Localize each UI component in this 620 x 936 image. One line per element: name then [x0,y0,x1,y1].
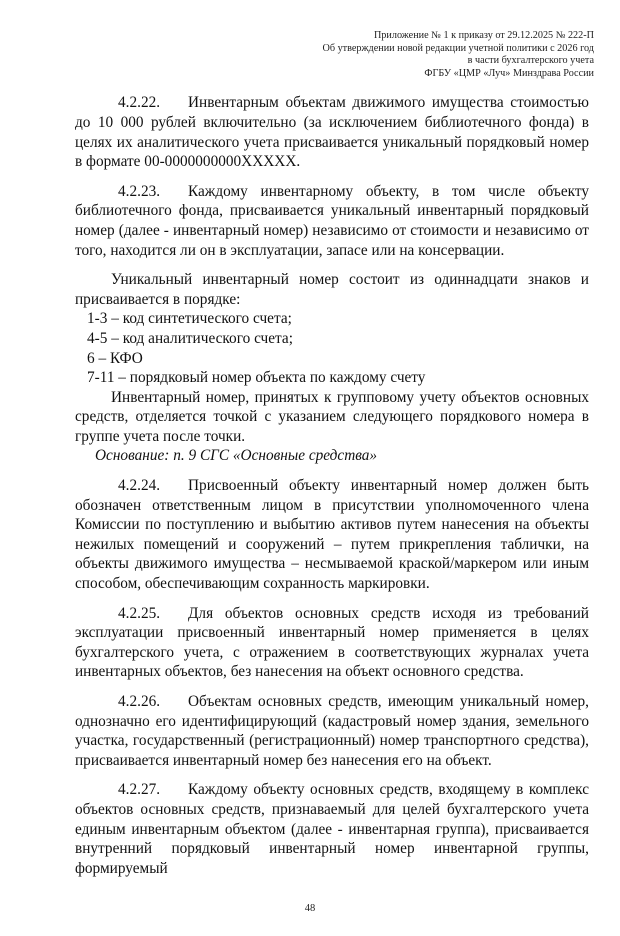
list-item: 6 – КФО [87,349,143,367]
section-number: 4.2.22. [118,94,161,112]
section-number: 4.2.25. [118,604,161,622]
section-number: 4.2.24. [118,477,161,495]
list-item: 7-11 – порядковый номер объекта по каждому счету [87,369,426,387]
section-number: 4.2.23. [118,182,161,200]
header-line-organization: ФГБУ «ЦМР «Луч» Минздрава России [424,67,594,79]
list-item: 1-3 – код синтетического счета; [87,310,292,328]
list-item: 4-5 – код аналитического счета; [87,329,293,347]
section-text: Инвентарным объектам движимого имущества стоимостью до 10 000 рублей включительно (за исключением библиотечного фонда) в целях их аналитического учета присваивается уникальный порядковый номер в формате 00-0000000000XXXXX. [75,94,589,171]
basis-reference: Основание: п. 9 СГС «Основные средства» [95,447,378,465]
section-number: 4.2.27. [118,781,161,799]
document-body [75,93,589,878]
section-number: 4.2.26. [118,693,161,710]
section-4-2-24 [75,476,589,594]
header-line-subject: Об утверждении новой редакции учетной политики с 2026 год [322,42,594,54]
section-text: Для объектов основных средств исходя из требований эксплуатации присвоенный инвентарный номер применяется в целях бухгалтерского учета, с отражением в соответствующих журналах учета инвентарных объектов, без нанесения на объект основного средства. [75,604,589,681]
section-4-2-27 [75,780,589,878]
section-4-2-23 [75,182,589,260]
section-4-2-25 [75,604,589,682]
unique-number-intro: Уникальный инвентарный номер состоит из одиннадцати знаков и присваивается в порядке: [75,271,589,308]
page-number: 48 [304,903,316,915]
section-text: Объектам основных средств, имеющим уникальный номер, однозначно его идентифицирующий (кадастровый номер здания, земельного участка, государственный (регистрационный) номер транспортного средства), присваивается инвентарный номер без нанесения его на объект. [75,693,589,769]
section-text: Присвоенный объекту инвентарный номер должен быть обозначен ответственным лицом в присутствии уполномоченного члена Комиссии по поступлению и выбытию активов путем нанесения на объекты нежилых помещений и сооружений – путем прикрепления таблички, на объекты движимого имущества – несмываемой краской/маркером или иным способом, обеспечивающим сохранность маркировки. [75,477,589,593]
document-header [0,30,594,80]
header-line-scope: в части бухгалтерского учета [467,55,594,67]
section-4-2-22 [75,93,589,171]
group-number-text: Инвентарный номер, принятых к групповому учету объектов основных средств, отделяется точкой с указанием следующего порядкового номера в группе учета после точки. [75,388,589,445]
section-text: Каждому инвентарному объекту, в том числе объекту библиотечного фонда, присваивается уникальный инвентарный порядковый номер (далее - инвентарный номер) независимо от стоимости и независимо от того, находится ли он в эксплуатации, запасе или на консервации. [75,182,589,259]
section-4-2-26 [75,692,589,770]
section-text: Каждому объекту основных средств, входящему в комплекс объектов основных средств, признаваемый для целей бухгалтерского учета единым инвентарным объектом (далее - инвентарная группа), присваивается внутренний порядковый инвентарный номер инвентарной группы, формируемый [75,781,589,877]
header-line-order: Приложение № 1 к приказу от 29.12.2025 № 222-П [373,30,594,41]
